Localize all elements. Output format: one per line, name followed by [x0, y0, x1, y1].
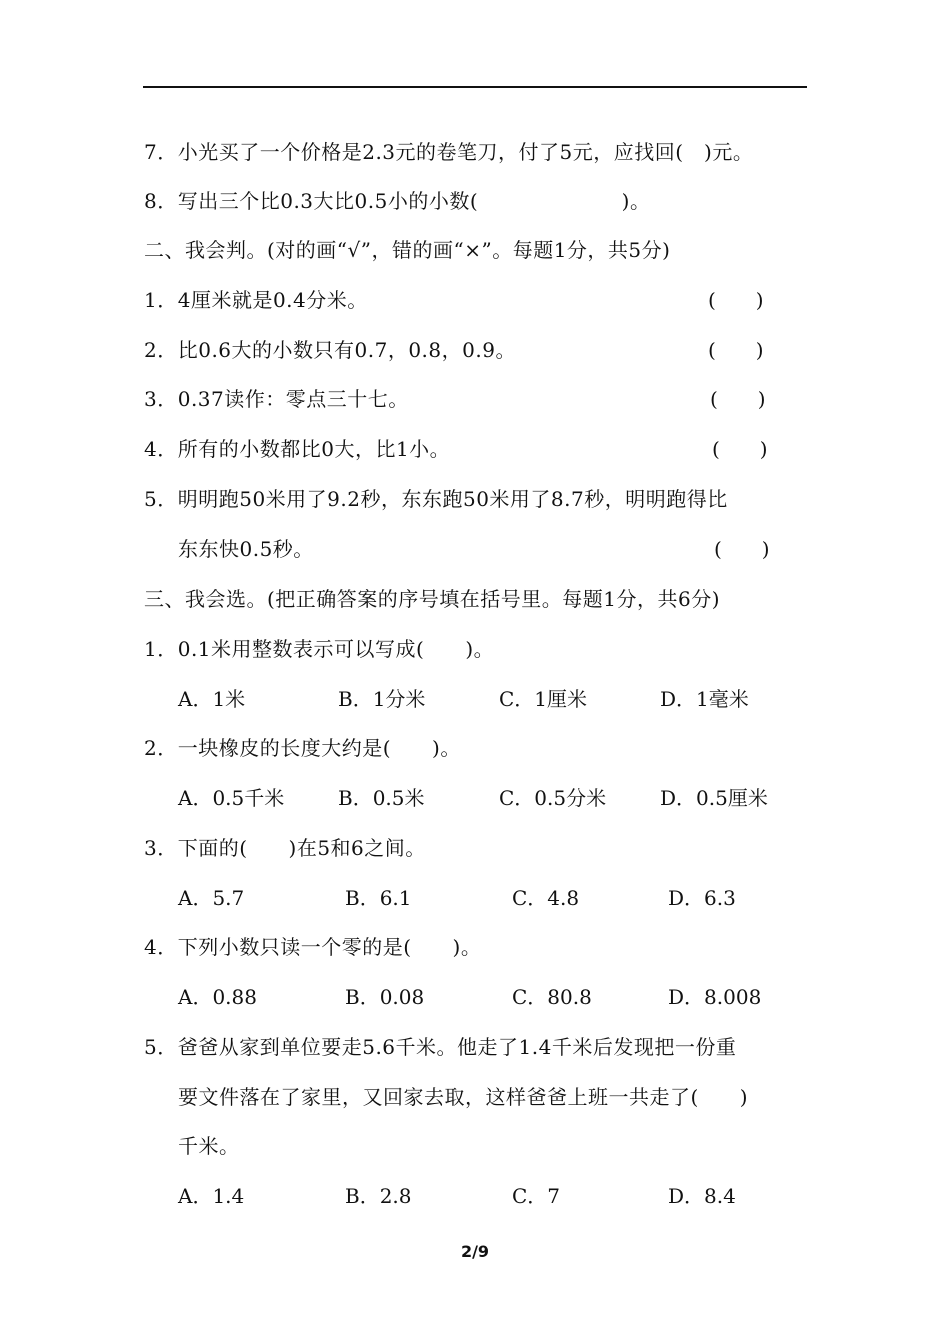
judge-item-5-continued: 东东快0.5秒。 [178, 537, 314, 561]
choose-item-2: 2．一块橡皮的长度大约是( )。 [144, 736, 461, 760]
question-fill-8: 8．写出三个比0.3大比0.5小的小数( )。 [144, 189, 651, 213]
choose-3-option-d[interactable]: D．6.3 [668, 886, 736, 910]
judge-answer-paren-4[interactable]: ( ) [712, 437, 768, 461]
choose-item-5-line-2: 要文件落在了家里，又回家去取，这样爸爸上班一共走了( ) [178, 1085, 749, 1109]
choose-1-option-b[interactable]: B．1分米 [338, 687, 426, 711]
choose-item-1: 1．0.1米用整数表示可以写成( )。 [144, 637, 495, 661]
page-number: 2/9 [460, 1242, 490, 1261]
choose-4-option-b[interactable]: B．0.08 [345, 985, 425, 1009]
judge-answer-paren-1[interactable]: ( ) [708, 288, 764, 312]
judge-item-3: 3．0.37读作：零点三十七。 [144, 387, 409, 411]
choose-2-option-b[interactable]: B．0.5米 [338, 786, 425, 810]
question-fill-7: 7．小光买了一个价格是2.3元的卷笔刀，付了5元，应找回( )元。 [144, 140, 754, 164]
choose-4-option-d[interactable]: D．8.008 [668, 985, 762, 1009]
choose-4-option-c[interactable]: C．80.8 [512, 985, 592, 1009]
judge-answer-paren-2[interactable]: ( ) [708, 338, 764, 362]
header-rule [143, 86, 807, 88]
judge-item-1: 1．4厘米就是0.4分米。 [144, 288, 368, 312]
choose-3-option-b[interactable]: B．6.1 [345, 886, 412, 910]
judge-item-5: 5．明明跑50米用了9.2秒，东东跑50米用了8.7秒，明明跑得比 [144, 487, 728, 511]
choose-3-option-a[interactable]: A．5.7 [178, 886, 245, 910]
choose-3-option-c[interactable]: C．4.8 [512, 886, 580, 910]
choose-2-option-d[interactable]: D．0.5厘米 [660, 786, 768, 810]
section-choose-heading: 三、我会选。(把正确答案的序号填在括号里。每题1分，共6分) [144, 587, 721, 611]
choose-2-option-a[interactable]: A．0.5千米 [178, 786, 285, 810]
choose-5-option-c[interactable]: C．7 [512, 1184, 561, 1208]
choose-1-option-c[interactable]: C．1厘米 [499, 687, 588, 711]
choose-1-option-a[interactable]: A．1米 [178, 687, 246, 711]
choose-5-option-a[interactable]: A．1.4 [178, 1184, 245, 1208]
choose-2-option-c[interactable]: C．0.5分米 [499, 786, 607, 810]
choose-5-option-b[interactable]: B．2.8 [345, 1184, 412, 1208]
choose-5-option-d[interactable]: D．8.4 [668, 1184, 736, 1208]
choose-4-option-a[interactable]: A．0.88 [178, 985, 257, 1009]
judge-item-2: 2．比0.6大的小数只有0.7，0.8，0.9。 [144, 338, 516, 362]
judge-item-4: 4．所有的小数都比0大，比1小。 [144, 437, 451, 461]
choose-1-option-d[interactable]: D．1毫米 [660, 687, 749, 711]
section-judge-heading: 二、我会判。(对的画“√”，错的画“×”。每题1分，共5分) [144, 238, 671, 262]
judge-answer-paren-3[interactable]: ( ) [710, 387, 766, 411]
choose-item-3: 3．下面的( )在5和6之间。 [144, 836, 426, 860]
choose-item-4: 4．下列小数只读一个零的是( )。 [144, 935, 482, 959]
judge-answer-paren-5[interactable]: ( ) [714, 537, 770, 561]
choose-item-5-line-3: 千米。 [178, 1134, 240, 1158]
choose-item-5: 5．爸爸从家到单位要走5.6千米。他走了1.4千米后发现把一份重 [144, 1035, 737, 1059]
